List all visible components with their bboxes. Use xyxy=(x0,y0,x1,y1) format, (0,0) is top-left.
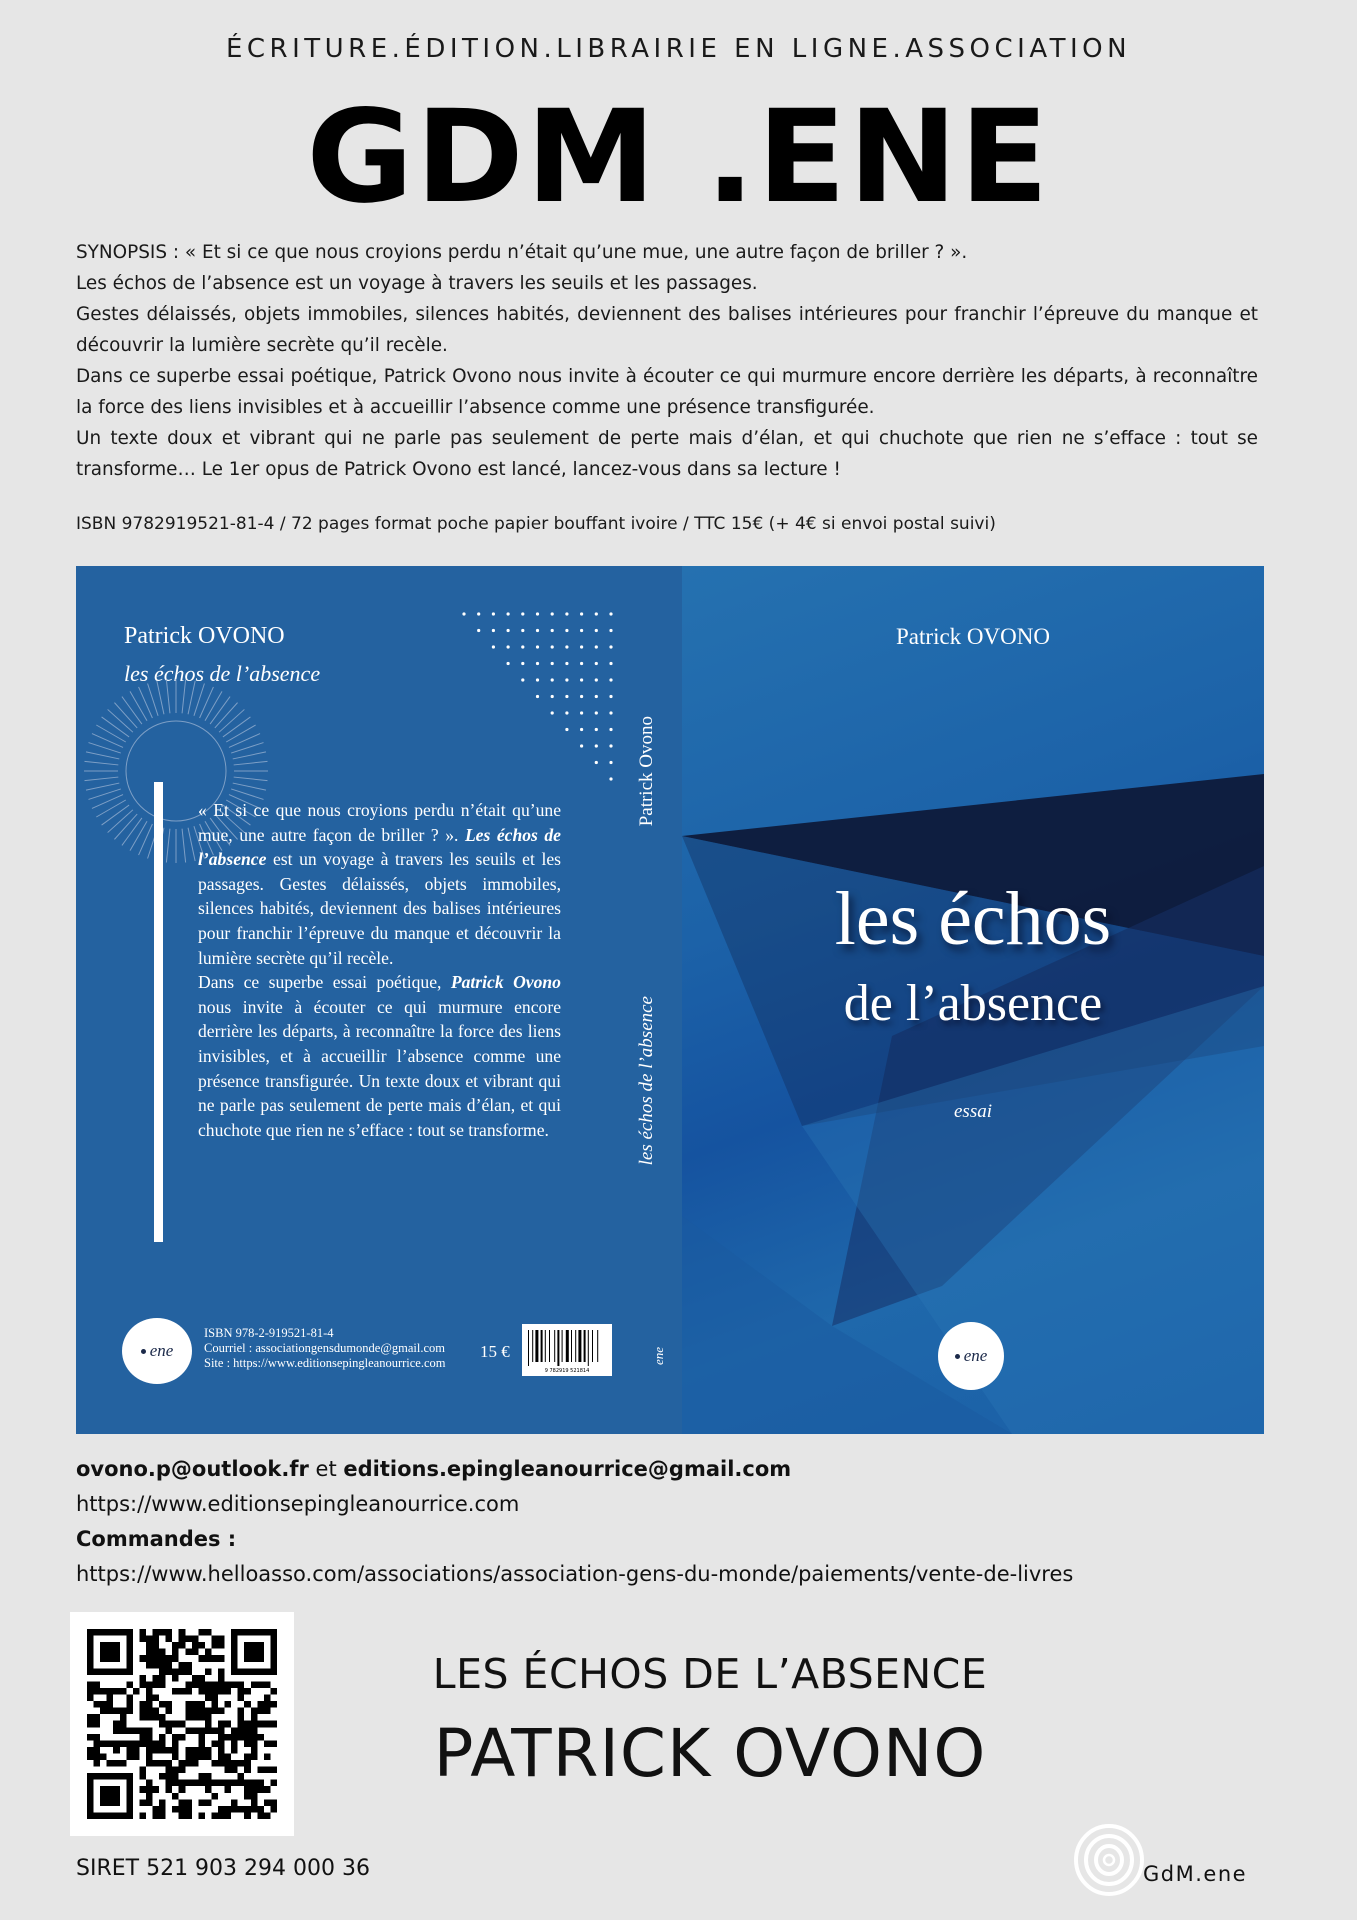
synopsis-paragraph: Dans ce superbe essai poétique, Patrick Ovono nous invite à écouter ce qui murmure encore derrière les départs, à reconnaître la force des liens invisibles et à accueillir l’absence comme une présence transfigurée. xyxy=(76,366,1258,418)
ene-logo-text: ene xyxy=(149,1341,174,1360)
blurb-text: « Et si ce que nous croyions perdu n’était qu’une mue, une autre façon de briller ? ». xyxy=(198,800,561,845)
blurb-title: Les échos de l’absence xyxy=(198,824,561,870)
synopsis-paragraph: Les échos de l’absence est un voyage à travers les seuils et les passages. xyxy=(76,273,758,294)
tagline: ÉCRITURE.ÉDITION.LIBRAIRIE EN LIGNE.ASSOCIATION xyxy=(225,34,1132,64)
connector: et xyxy=(308,1457,344,1481)
spine-author: Patrick Ovono xyxy=(636,716,657,827)
back-blurb xyxy=(198,798,561,1142)
decorative-bar xyxy=(154,782,163,1242)
blurb-text: nous invite à écouter ce qui murmure encore derrière les départs, à reconnaître la force des liens invisibles, et à accueillir l’absence comme une présence transfigurée. Un texte doux et vibrant qui ne parle pas seulement de perte mais d’élan, et qui chuchote que rien ne s’efface : tout se transforme. xyxy=(198,996,561,1140)
ene-logo xyxy=(122,1318,192,1384)
qr-code-icon[interactable] xyxy=(70,1612,294,1836)
footer-book-title: LES ÉCHOS DE L’ABSENCE xyxy=(432,1650,988,1698)
synopsis xyxy=(76,237,1258,485)
contacts xyxy=(76,1452,1073,1592)
blurb-text: Dans ce superbe essai poétique, xyxy=(198,972,451,993)
barcode-icon xyxy=(522,1324,612,1376)
orders-link[interactable]: https://www.helloasso.com/associations/association-gens-du-monde/paiements/vente-de-livres xyxy=(76,1562,1074,1586)
back-cover xyxy=(76,566,682,1434)
front-cover xyxy=(682,566,1264,1434)
ene-logo xyxy=(938,1322,1004,1390)
front-title: les échos xyxy=(834,877,1112,961)
spine-title: les échos de l’absence xyxy=(636,996,657,1166)
back-title: les échos de l’absence xyxy=(124,661,321,686)
front-subtitle: de l’absence xyxy=(843,975,1103,1032)
front-genre: essai xyxy=(954,1101,992,1122)
back-author: Patrick OVONO xyxy=(124,623,285,649)
spine-logo: ene xyxy=(651,1346,667,1366)
book-cover xyxy=(76,566,1264,1434)
contact-emails xyxy=(76,1452,1073,1487)
svg-text:9 782919 521814: 9 782919 521814 xyxy=(544,1368,590,1374)
synopsis-paragraph: Un texte doux et vibrant qui ne parle pas seulement de perte mais d’élan, et qui chuchote que rien ne s’efface : tout se transforme… Le 1er opus de Patrick Ovono est lancé, lancez-vous dans sa lecture ! xyxy=(76,428,1258,480)
isbn-details: ISBN 9782919521-81-4 / 72 pages format poche papier bouffant ivoire / TTC 15€ (+ 4€ si envoi postal suivi) xyxy=(76,514,996,534)
back-email: Courriel : associationgensdumonde@gmail.com xyxy=(204,1341,445,1355)
footer-book-author: PATRICK OVONO xyxy=(433,1715,987,1792)
website-link[interactable]: https://www.editionsepingleanourrice.com xyxy=(76,1492,520,1516)
back-price: 15 € xyxy=(480,1342,510,1361)
gdm-logo-text: GdM.ene xyxy=(1143,1862,1248,1886)
email-publisher-link[interactable]: editions.epingleanourrice@gmail.com xyxy=(343,1457,792,1481)
back-info xyxy=(204,1326,446,1371)
synopsis-paragraph: Gestes délaissés, objets immobiles, silences habités, deviennent des balises intérieures pour franchir l’épreuve du manque et découvrir la lumière secrète qu’il recèle. xyxy=(76,304,1258,356)
front-author: Patrick OVONO xyxy=(896,624,1050,649)
synopsis-paragraph: SYNOPSIS : « Et si ce que nous croyions perdu n’était qu’une mue, une autre façon de briller ? ». xyxy=(76,242,968,263)
back-isbn: ISBN 978-2-919521-81-4 xyxy=(204,1326,334,1340)
orders-label: Commandes : xyxy=(76,1527,237,1551)
blurb-text: est un voyage à travers les seuils et les passages. Gestes délaissés, objets immobiles, silences habités, deviennent des balises intérieures pour franchir l’épreuve du manque et découvrir la lumière secrète qu’il recèle. xyxy=(198,849,561,968)
email-author-link[interactable]: ovono.p@outlook.fr xyxy=(76,1457,309,1481)
dot-pattern-icon xyxy=(461,606,621,786)
gdm-logo-icon xyxy=(1073,1822,1273,1898)
blurb-author: Patrick Ovono xyxy=(450,972,561,993)
ene-logo-text: ene xyxy=(963,1346,988,1365)
back-site: Site : https://www.editionsepingleanourrice.com xyxy=(204,1356,446,1370)
brand-title: GDM .ENE xyxy=(306,83,1051,232)
siret: SIRET 521 903 294 000 36 xyxy=(76,1856,371,1881)
